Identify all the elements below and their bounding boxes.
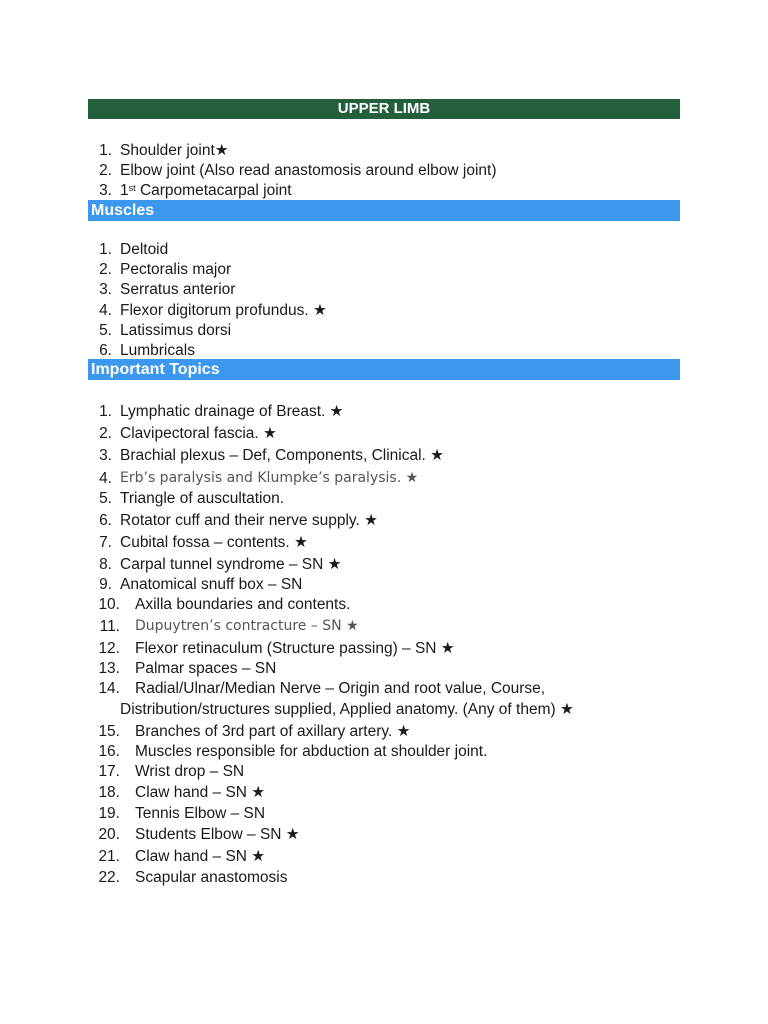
item-text-continuation: Distribution/structures supplied, Applied anatomy. (Any of them) ★ [120, 701, 574, 718]
item-number: 22. [98, 869, 120, 886]
item-number: 6. [99, 342, 112, 359]
item-text: Carpometacarpal joint [135, 182, 292, 199]
item-number: 18. [98, 784, 120, 801]
item-text: Brachial plexus – Def, Components, Clinical. ★ [120, 447, 445, 464]
item-text: Cubital fossa – contents. ★ [120, 534, 308, 551]
item-text: Clavipectoral fascia. ★ [120, 425, 277, 442]
item-number: 12. [98, 640, 120, 657]
item-text: Flexor digitorum profundus. ★ [120, 302, 327, 319]
item-number: 15. [98, 723, 120, 740]
item-text: Anatomical snuff box – SN [120, 576, 303, 593]
muscles-section-heading: Muscles [88, 200, 680, 221]
item-text: Branches of 3rd part of axillary artery. ★ [135, 723, 411, 740]
item-number: 17. [98, 763, 120, 780]
page-title: UPPER LIMB [88, 99, 680, 119]
item-text: Carpal tunnel syndrome – SN ★ [120, 556, 342, 573]
item-number: 2. [99, 425, 112, 442]
item-text: Elbow joint (Also read anastomosis around elbow joint) [120, 162, 497, 179]
item-text: Students Elbow – SN ★ [135, 826, 300, 843]
item-number: 5. [99, 490, 112, 507]
item-text: Erb’s paralysis and Klumpke’s paralysis. ★ [120, 470, 419, 486]
item-number: 1. [99, 403, 112, 420]
item-text: Deltoid [120, 241, 169, 258]
item-number: 2. [99, 261, 112, 278]
item-number: 3. [99, 447, 112, 464]
item-number: 21. [98, 848, 120, 865]
item-text: Wrist drop – SN [135, 763, 245, 780]
item-text: Latissimus dorsi [120, 322, 232, 339]
item-text: Tennis Elbow – SN [135, 805, 266, 822]
item-text: Claw hand – SN ★ [135, 784, 266, 801]
item-number: 1. [99, 241, 112, 258]
item-text: Lymphatic drainage of Breast. ★ [120, 403, 344, 420]
ordinal-suffix: st [128, 183, 136, 193]
item-number: 3. [99, 281, 112, 298]
item-text: Shoulder joint★ [120, 142, 229, 159]
item-number: 16. [98, 743, 120, 760]
item-text-wrapper [120, 181, 292, 200]
item-number: 2. [99, 162, 112, 179]
item-number: 9. [99, 576, 112, 593]
item-number: 11. [99, 618, 120, 635]
item-text: Axilla boundaries and contents. [135, 596, 351, 613]
item-number: 14. [98, 680, 120, 697]
item-number: 20. [98, 826, 120, 843]
item-number: 8. [99, 556, 112, 573]
item-number: 13. [98, 660, 120, 677]
item-text: Radial/Ulnar/Median Nerve – Origin and root value, Course, [135, 680, 546, 697]
item-text: Palmar spaces – SN [135, 660, 277, 677]
item-text: Muscles responsible for abduction at shoulder joint. [135, 743, 488, 760]
item-text: Rotator cuff and their nerve supply. ★ [120, 512, 379, 529]
item-number: 19. [98, 805, 120, 822]
item-text: Flexor retinaculum (Structure passing) – SN ★ [135, 640, 455, 657]
item-text: Serratus anterior [120, 281, 236, 298]
ordinal-number: 1 [120, 182, 129, 199]
item-number: 5. [99, 322, 112, 339]
item-number: 6. [99, 512, 112, 529]
item-text: Pectoralis major [120, 261, 232, 278]
item-text: Lumbricals [120, 342, 195, 359]
item-text: Scapular anastomosis [135, 869, 288, 886]
item-text: Dupuytren’s contracture – SN ★ [135, 618, 359, 634]
item-number: 10. [98, 596, 120, 613]
item-number: 4. [99, 470, 112, 487]
item-number: 3. [99, 182, 112, 199]
important-topics-section-heading: Important Topics [88, 359, 680, 380]
item-text: Claw hand – SN ★ [135, 848, 266, 865]
item-number: 7. [99, 534, 112, 551]
item-number: 1. [99, 142, 112, 159]
item-number: 4. [99, 302, 112, 319]
item-text: Triangle of auscultation. [120, 490, 284, 507]
